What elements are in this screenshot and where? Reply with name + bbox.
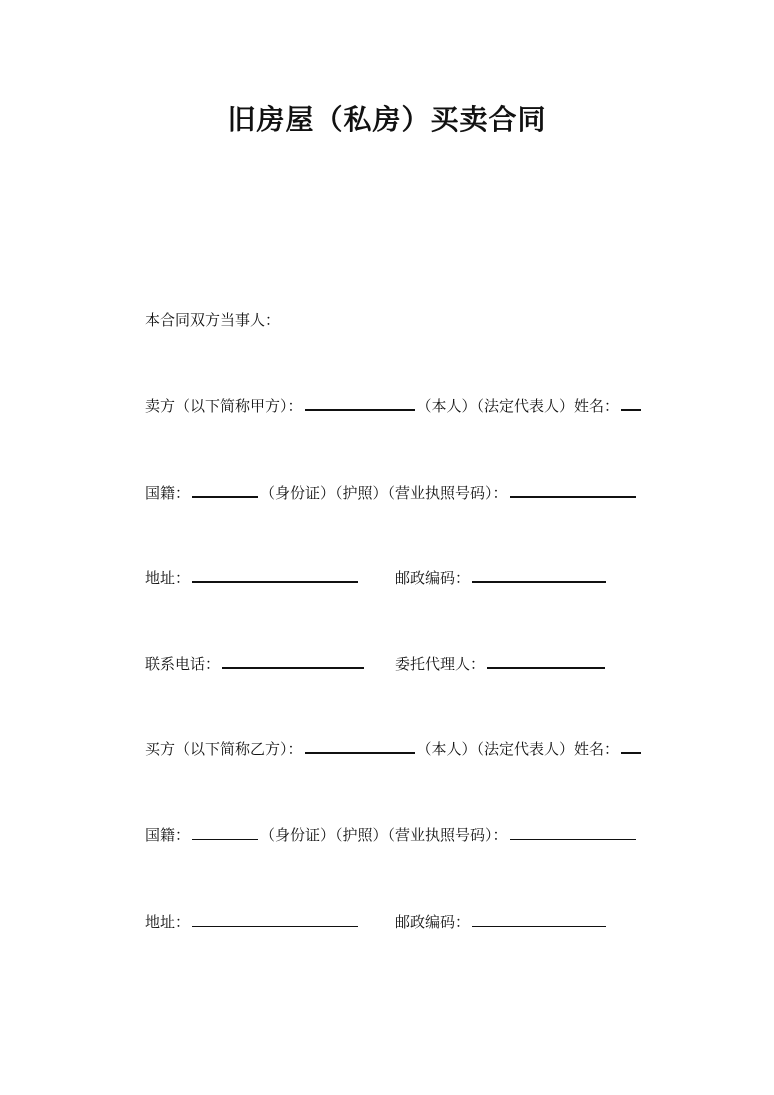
seller-phone-row xyxy=(145,651,366,675)
seller-postcode-row xyxy=(395,565,608,589)
seller-address-label: 地址： xyxy=(145,569,191,587)
seller-phone-blank[interactable] xyxy=(222,651,364,669)
buyer-name-blank[interactable] xyxy=(305,736,415,754)
buyer-id-label: （身份证）（护照）（营业执照号码）： xyxy=(260,826,508,844)
seller-nationality-row xyxy=(145,480,638,504)
buyer-id-blank[interactable] xyxy=(510,823,636,840)
seller-name-blank[interactable] xyxy=(305,393,415,411)
buyer-name-row xyxy=(145,736,643,760)
seller-address-row xyxy=(145,565,360,589)
buyer-nationality-label: 国籍： xyxy=(145,826,191,844)
seller-agent-label: 委托代理人： xyxy=(395,655,486,673)
seller-postcode-label: 邮政编码： xyxy=(395,569,471,587)
buyer-rep-name-blank[interactable] xyxy=(621,736,641,754)
seller-postcode-blank[interactable] xyxy=(472,565,606,583)
document-title: 旧房屋（私房）买卖合同 xyxy=(227,103,547,136)
buyer-postcode-blank[interactable] xyxy=(472,910,606,927)
seller-label: 卖方（以下简称甲方）： xyxy=(145,397,303,415)
parties-intro-text: 本合同双方当事人： xyxy=(145,311,281,329)
buyer-label: 买方（以下简称乙方）： xyxy=(145,740,303,758)
seller-id-blank[interactable] xyxy=(510,480,636,498)
buyer-rep-label: （本人）（法定代表人）姓名： xyxy=(416,740,620,758)
seller-id-label: （身份证）（护照）（营业执照号码）： xyxy=(260,484,508,502)
buyer-nationality-blank[interactable] xyxy=(192,823,258,840)
seller-name-row xyxy=(145,393,643,417)
buyer-address-blank[interactable] xyxy=(192,910,358,927)
seller-rep-name-blank[interactable] xyxy=(621,393,641,411)
seller-phone-label: 联系电话： xyxy=(145,655,221,673)
seller-address-blank[interactable] xyxy=(192,565,358,583)
seller-agent-row xyxy=(395,651,607,675)
buyer-postcode-label: 邮政编码： xyxy=(395,913,471,931)
seller-nationality-blank[interactable] xyxy=(192,480,258,498)
parties-intro xyxy=(145,308,280,332)
buyer-postcode-row xyxy=(395,910,608,934)
seller-agent-blank[interactable] xyxy=(487,651,605,669)
buyer-address-row xyxy=(145,910,360,934)
seller-rep-label: （本人）（法定代表人）姓名： xyxy=(416,397,620,415)
buyer-address-label: 地址： xyxy=(145,913,191,931)
seller-nationality-label: 国籍： xyxy=(145,484,191,502)
buyer-nationality-row xyxy=(145,823,638,847)
